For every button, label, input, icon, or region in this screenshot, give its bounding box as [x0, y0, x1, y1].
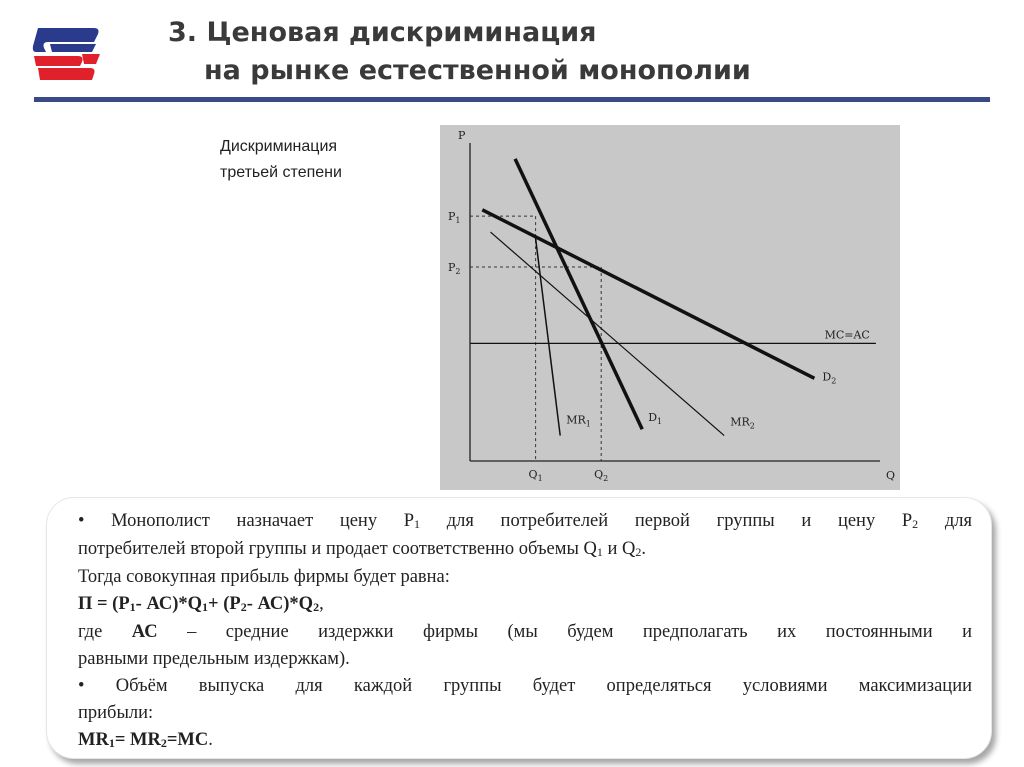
text-run: для: [918, 511, 972, 531]
page-title: [168, 14, 751, 90]
profit-formula: [78, 591, 972, 619]
y-axis-label: P: [458, 129, 466, 142]
title-line-2: на рынке естественной монополии: [204, 55, 751, 86]
subscript: 1: [202, 600, 209, 614]
paragraph-2: Тогда совокупная прибыль фирмы будет равна:: [78, 567, 450, 587]
chart-caption-line-2: третьей степени: [220, 164, 342, 181]
text-run: где: [78, 622, 132, 642]
paragraph-4-cont: прибыли:: [78, 703, 154, 723]
equilibrium-formula: [78, 727, 972, 755]
chart-caption: [220, 134, 342, 186]
paragraph-1: [78, 508, 972, 536]
x-axis-label: Q: [886, 469, 896, 482]
subscript: 2: [912, 517, 919, 531]
text-run: .: [208, 730, 213, 750]
series-label-mr1: $MR_1$: [566, 413, 591, 429]
text-run: П = (Р: [78, 594, 130, 614]
text-run: =MC: [166, 730, 209, 750]
series-label-mc-ac: MC=AC: [824, 328, 870, 342]
text-run: и Q: [602, 539, 636, 559]
text-run: – средние издержки фирмы (мы будем предполагать их постоянными и: [157, 622, 972, 642]
explanation-text: [78, 508, 972, 755]
bullet: •: [78, 511, 85, 531]
title-line-1: 3. Ценовая дискриминация: [168, 17, 597, 48]
paragraph-3: [78, 619, 972, 646]
bullet: •: [78, 676, 85, 696]
price-tick-label-1: $P_1$: [448, 210, 461, 226]
text-run: Объём выпуска для каждой группы будет определяться условиями максимизации: [84, 676, 972, 696]
subscript: 1: [596, 545, 603, 559]
paragraph-4: [78, 673, 972, 700]
chart-background: [440, 125, 900, 490]
subscript: 2: [240, 600, 247, 614]
price-discrimination-chart: [440, 125, 900, 490]
subscript: 1: [129, 600, 136, 614]
subscript: 2: [313, 600, 320, 614]
text-run: MR: [78, 730, 109, 750]
text-run: Монополист назначает цену Р: [84, 511, 415, 531]
subscript: 2: [635, 545, 642, 559]
quantity-tick-label-1: $Q_1$: [528, 468, 543, 483]
text-run: - АС)*Q: [246, 594, 314, 614]
text-run: ,: [319, 594, 324, 614]
quantity-tick-label-2: $Q_2$: [594, 468, 609, 483]
series-label-d2: $D_2$: [822, 370, 837, 386]
price-tick-label-2: $P_2$: [448, 261, 461, 277]
text-run: = MR: [114, 730, 161, 750]
subscript: 1: [108, 736, 115, 750]
series-label-d1: $D_1$: [648, 411, 663, 427]
text-run: для потребителей первой группы и цену Р: [420, 511, 913, 531]
subscript: 1: [414, 517, 421, 531]
series-label-mr2: $MR_2$: [730, 415, 755, 431]
text-run: потребителей второй группы и продает соответственно объемы Q: [78, 539, 597, 559]
brand-logo-icon: [30, 22, 102, 84]
chart-caption-line-1: Дискриминация: [220, 138, 338, 155]
text-run: - АС)*Q: [135, 594, 203, 614]
text-run: + (Р: [208, 594, 241, 614]
subscript: 2: [160, 736, 167, 750]
text-run: .: [641, 539, 647, 559]
paragraph-3-cont: равными предельным издержкам).: [78, 649, 350, 669]
text-run-bold: АС: [131, 622, 158, 642]
paragraph-1-cont: [78, 536, 972, 564]
header-divider: [34, 97, 990, 102]
